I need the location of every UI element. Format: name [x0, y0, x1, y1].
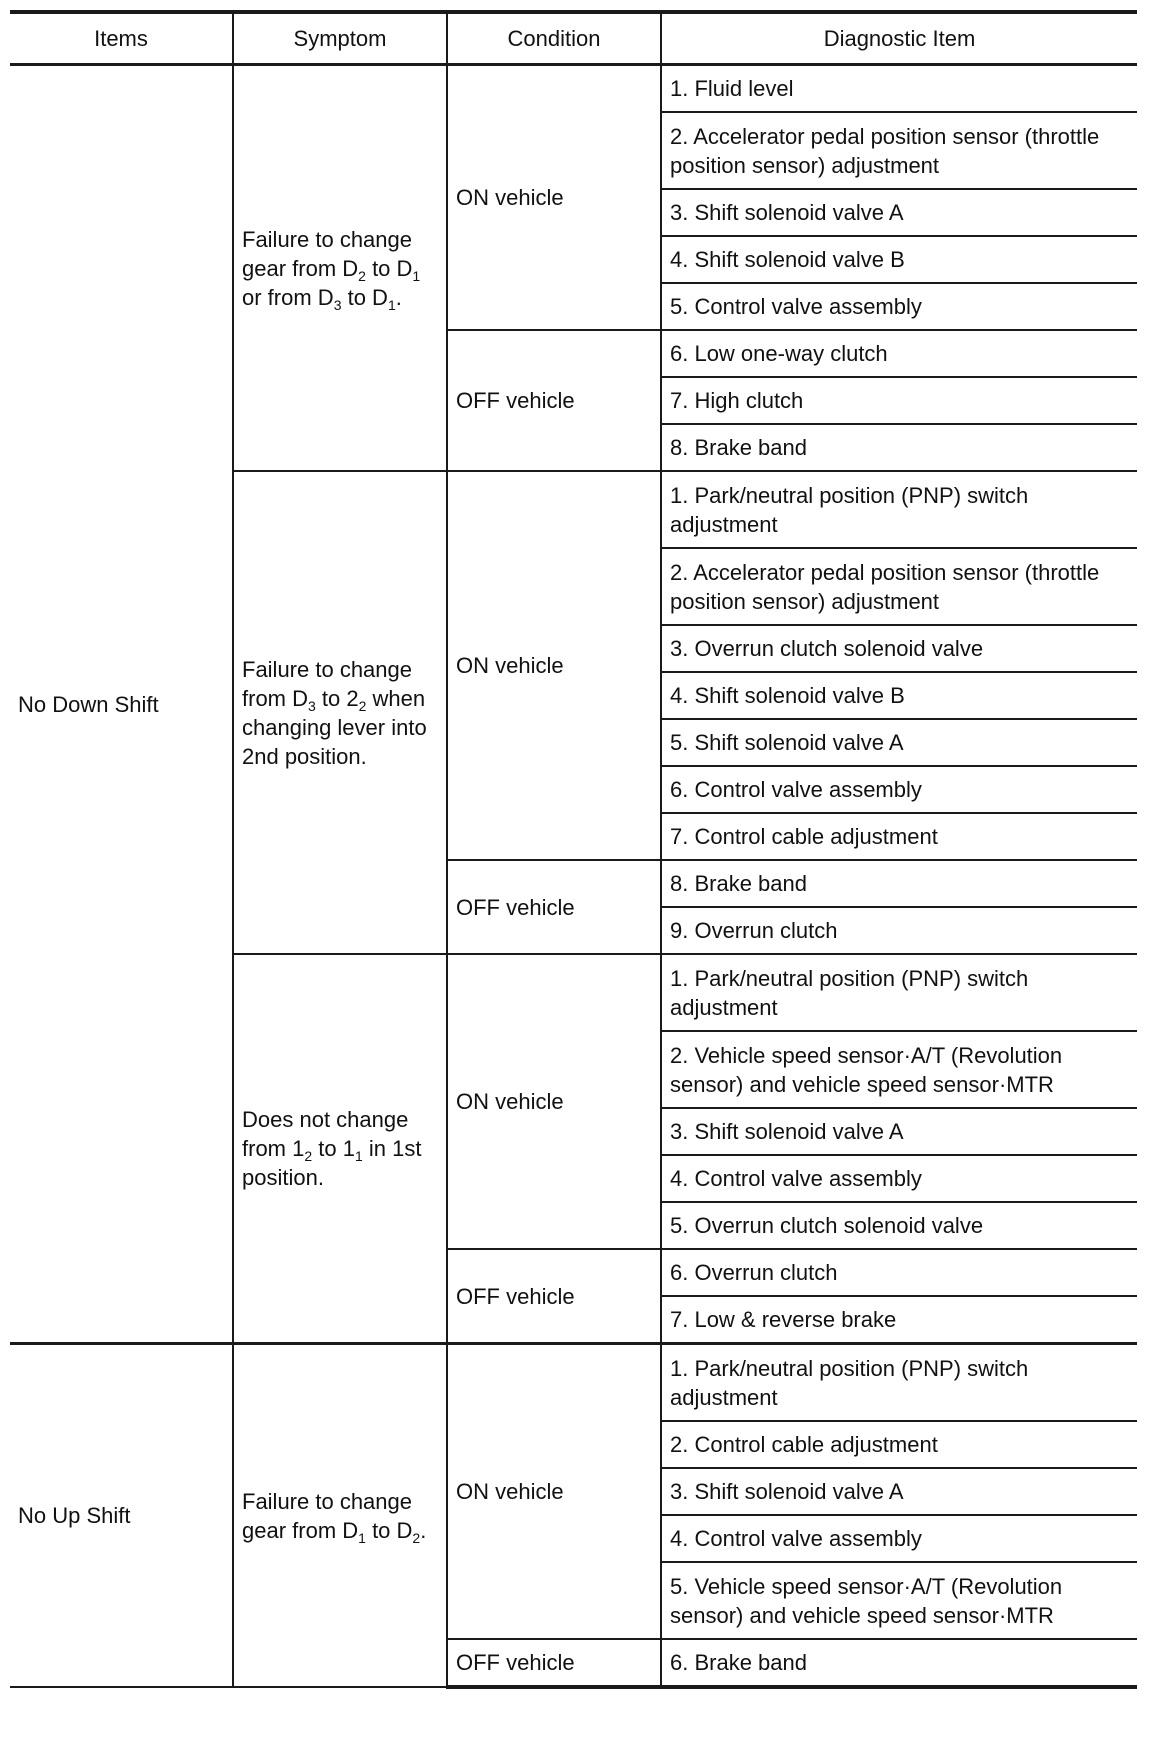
diagnostic-item: 6. Low one-way clutch — [661, 330, 1137, 377]
diagnostic-item: 3. Shift solenoid valve A — [661, 1108, 1137, 1155]
diagnostic-item: 6. Overrun clutch — [661, 1249, 1137, 1296]
diagnostic-item: 5. Overrun clutch solenoid valve — [661, 1202, 1137, 1249]
symptom-cell: Does not change from $1_2$ to $1_1$ in 1st position. — [233, 954, 447, 1344]
header-condition: Condition — [447, 12, 661, 65]
diagnostic-item: 9. Overrun clutch — [661, 907, 1137, 954]
diagnostic-item: 3. Shift solenoid valve A — [661, 189, 1137, 236]
table-row — [10, 1344, 1137, 1422]
condition-cell: ON vehicle — [447, 65, 661, 331]
diagnostic-item: 3. Overrun clutch solenoid valve — [661, 625, 1137, 672]
condition-cell: OFF vehicle — [447, 860, 661, 954]
condition-cell: ON vehicle — [447, 471, 661, 860]
header-symptom: Symptom — [233, 12, 447, 65]
diagnostic-item: 5. Vehicle speed sensor·A/T (Revolution sensor) and vehicle speed sensor·MTR — [661, 1562, 1137, 1639]
diagnostic-item: 8. Brake band — [661, 424, 1137, 471]
condition-cell: ON vehicle — [447, 1344, 661, 1640]
diagnostic-item: 2. Control cable adjustment — [661, 1421, 1137, 1468]
item-no-up-shift: No Up Shift — [10, 1344, 233, 1688]
diagnostic-item: 2. Accelerator pedal position sensor (throttle position sensor) adjustment — [661, 548, 1137, 625]
header-items: Items — [10, 12, 233, 65]
diagnostic-item: 7. Control cable adjustment — [661, 813, 1137, 860]
diagnostic-item: 4. Control valve assembly — [661, 1515, 1137, 1562]
condition-cell: ON vehicle — [447, 954, 661, 1249]
symptom-cell: Failure to change gear from $D_2$ to $D_1$ or from $D_3$ to $D_1$. — [233, 65, 447, 472]
diagnostic-item: 7. High clutch — [661, 377, 1137, 424]
diagnostic-item: 1. Fluid level — [661, 65, 1137, 113]
diagnostic-table — [10, 10, 1137, 1689]
symptom-cell: Failure to change gear from $D_1$ to $D_2$. — [233, 1344, 447, 1688]
diagnostic-item: 7. Low & reverse brake — [661, 1296, 1137, 1344]
diagnostic-item: 2. Vehicle speed sensor·A/T (Revolution sensor) and vehicle speed sensor·MTR — [661, 1031, 1137, 1108]
diagnostic-item: 1. Park/neutral position (PNP) switch adjustment — [661, 1344, 1137, 1422]
header-diagnostic-item: Diagnostic Item — [661, 12, 1137, 65]
diagnostic-item: 4. Control valve assembly — [661, 1155, 1137, 1202]
diagnostic-item: 8. Brake band — [661, 860, 1137, 907]
diagnostic-item: 4. Shift solenoid valve B — [661, 236, 1137, 283]
diagnostic-item: 5. Shift solenoid valve A — [661, 719, 1137, 766]
condition-cell: OFF vehicle — [447, 1249, 661, 1344]
diagnostic-item: 1. Park/neutral position (PNP) switch adjustment — [661, 954, 1137, 1031]
diagnostic-item: 4. Shift solenoid valve B — [661, 672, 1137, 719]
diagnostic-table-page — [10, 10, 1137, 1689]
table-row — [10, 65, 1137, 113]
diagnostic-item: 3. Shift solenoid valve A — [661, 1468, 1137, 1515]
condition-cell: OFF vehicle — [447, 330, 661, 471]
diagnostic-item: 6. Control valve assembly — [661, 766, 1137, 813]
table-header-row — [10, 12, 1137, 65]
item-no-down-shift: No Down Shift — [10, 65, 233, 1344]
condition-cell: OFF vehicle — [447, 1639, 661, 1687]
diagnostic-item: 1. Park/neutral position (PNP) switch adjustment — [661, 471, 1137, 548]
diagnostic-item: 5. Control valve assembly — [661, 283, 1137, 330]
diagnostic-item: 2. Accelerator pedal position sensor (throttle position sensor) adjustment — [661, 112, 1137, 189]
diagnostic-item: 6. Brake band — [661, 1639, 1137, 1687]
symptom-cell: Failure to change from $D_3$ to $2_2$ when changing lever into 2nd position. — [233, 471, 447, 954]
